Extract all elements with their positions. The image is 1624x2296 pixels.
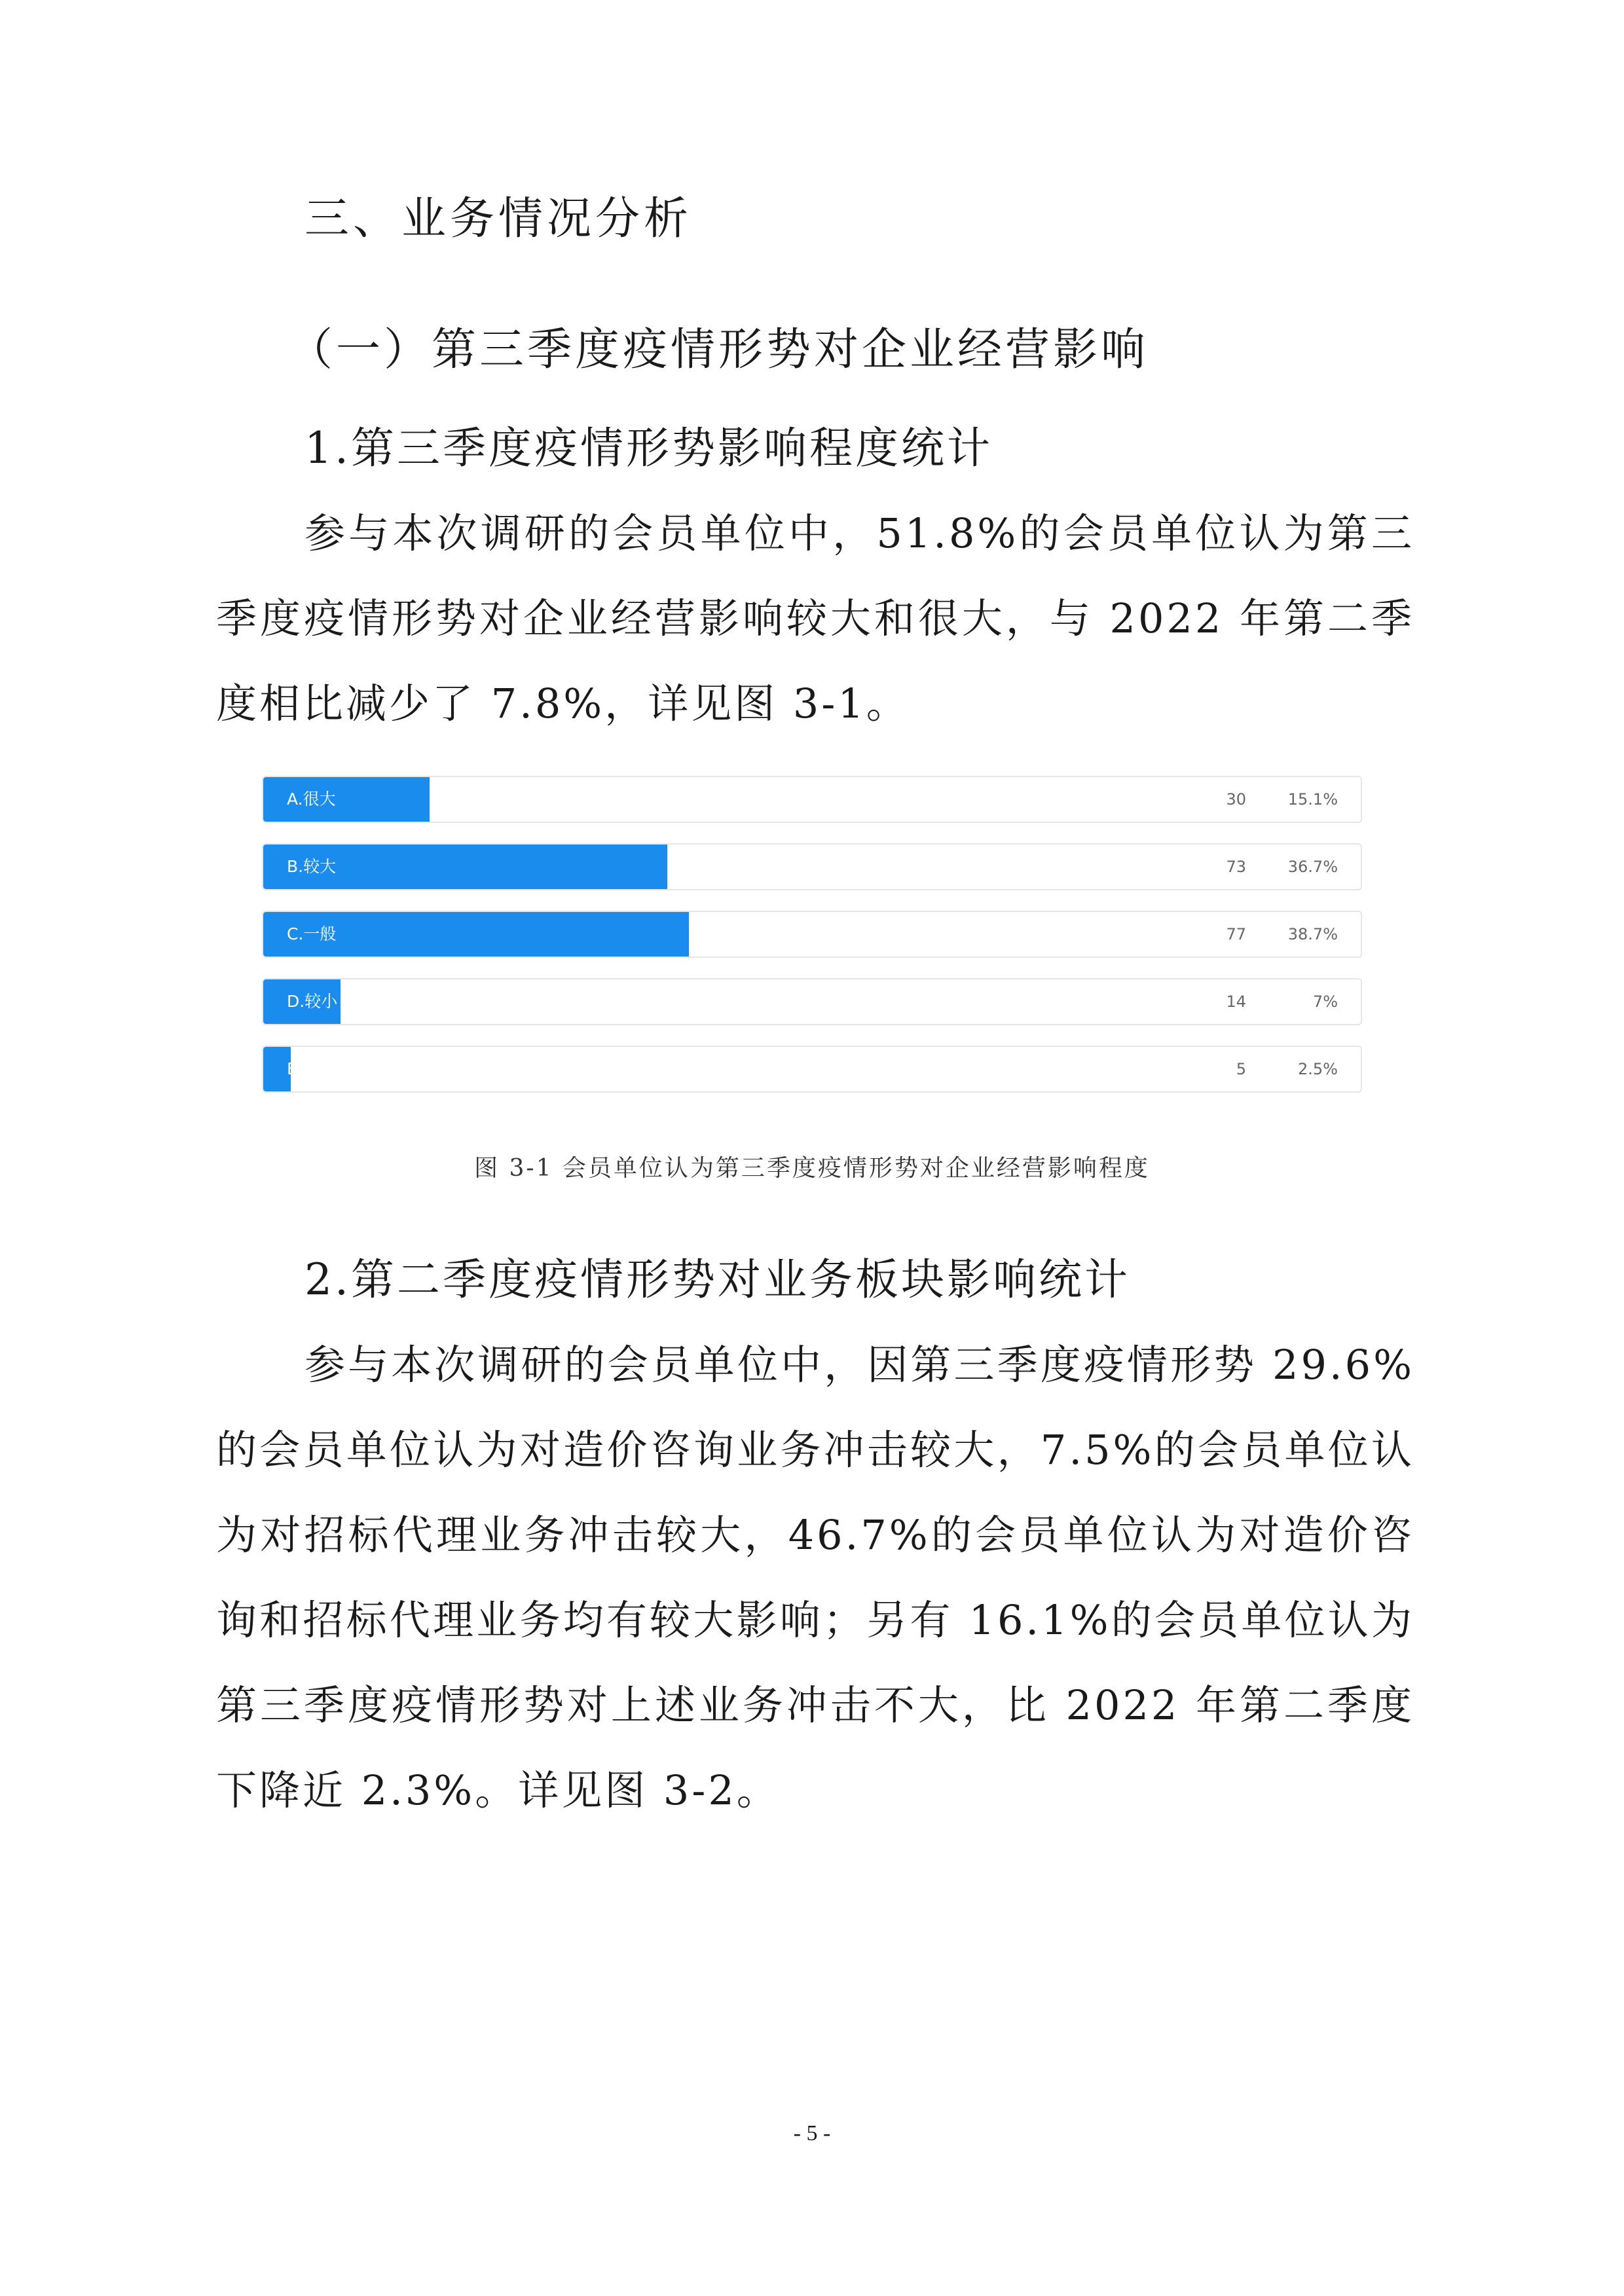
heading-business-impact-statistics: 2.第二季度疫情形势对业务板块影响统计 [304,1254,1130,1305]
chart-count-label: 73 [1226,858,1246,876]
chart-category-label: B.较大 [287,857,337,876]
chart-count-label: 30 [1226,790,1246,809]
page-number: - 5 - [793,2121,831,2145]
chart-category-label: D.较小 [287,992,338,1011]
subsection-title: （一）第三季度疫情形势对企业经营影响 [288,324,1149,376]
figure-caption: 图 3-1 会员单位认为第三季度疫情形势对企业经营影响程度 [474,1155,1150,1182]
heading-impact-statistics: 1.第三季度疫情形势影响程度统计 [304,423,993,473]
chart-percent-label: 15.1% [1287,790,1338,809]
chart-bar-row [262,776,1362,823]
chart-percent-label: 2.5% [1298,1060,1338,1078]
paragraph-impact-summary: 参与本次调研的会员单位中，51.8%的会员单位认为第三季度疫情形势对企业经营影响较大和很大，与 2022 年第二季度相比减少了 7.8%，详见图 3-1。 [216,509,1414,727]
chart-percent-label: 7% [1312,993,1338,1011]
chart-percent-label: 36.7% [1287,858,1338,876]
chart-bar-row [262,1046,1362,1093]
chart-count-label: 77 [1226,925,1246,943]
chart-count-label: 14 [1226,993,1246,1011]
section-title: 三、业务情况分析 [304,193,693,245]
paragraph-business-impact: 参与本次调研的会员单位中，因第三季度疫情形势 29.6%的会员单位认为对造价咨询业务冲击较大，7.5%的会员单位认为对招标代理业务冲击较大，46.7%的会员单位认为对造价咨询和招标代理业务均有较大影响；另有 16.1%的会员单位认为第三季度疫情形势对上述业务冲击不大，比 2022 年第二季度下降近 2.3%。详见图 3-2。 [216,1341,1414,1814]
chart-category-label: A.很大 [287,790,336,809]
chart-category-label: E.无影响 [287,1059,352,1078]
chart-bar-row [262,978,1362,1025]
chart-bar-row [262,911,1362,958]
chart-count-label: 5 [1236,1060,1246,1078]
chart-bar-row [262,843,1362,890]
chart-percent-label: 38.7% [1287,925,1338,943]
impact-bar-chart [262,776,1362,1103]
chart-category-label: C.一般 [287,924,337,943]
